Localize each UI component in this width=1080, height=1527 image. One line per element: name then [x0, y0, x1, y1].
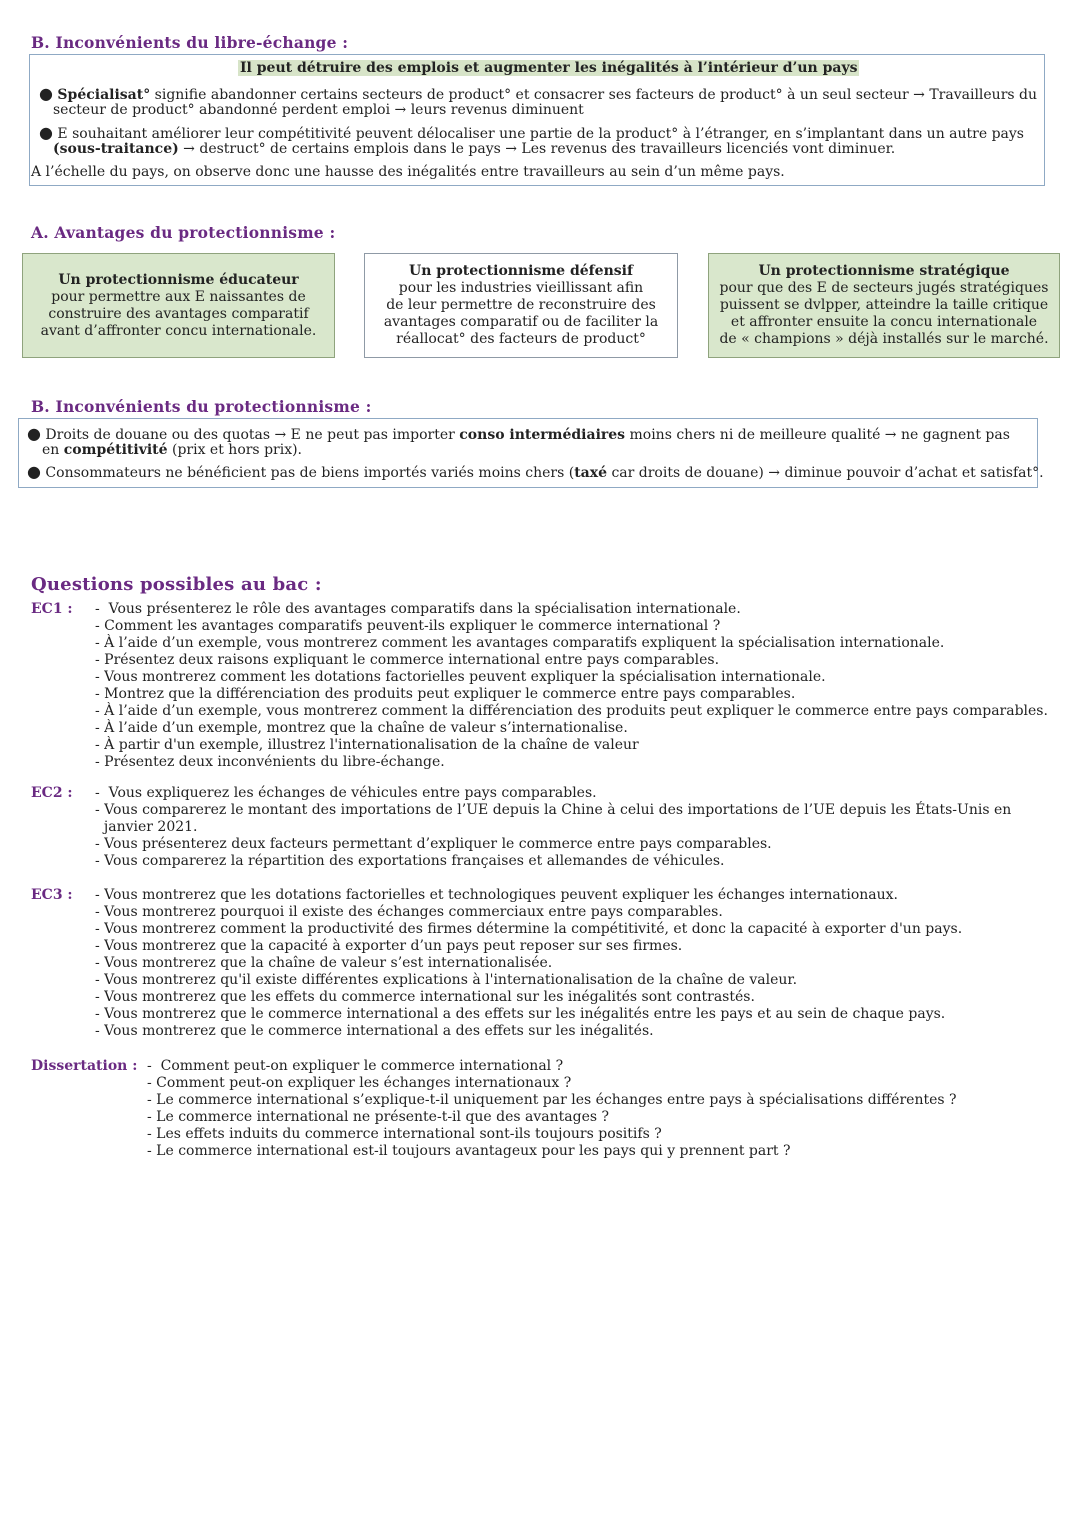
box-protectionnisme-educateur	[22, 253, 335, 358]
protection-inconv-bullet-2	[27, 463, 1044, 482]
protection-inconv-bullet-1-l2	[42, 442, 302, 459]
question-item: - Vous montrerez que les dotations factorielles et technologiques peuvent expliquer les échanges internationaux.	[95, 887, 899, 903]
question-item: - Le commerce international est-il toujours avantageux pour les pays qui y prennent part ?	[147, 1143, 791, 1159]
libre-echange-bullet-2-l2	[53, 141, 895, 158]
text: en	[42, 442, 64, 458]
bullet-icon: ●	[27, 424, 41, 443]
question-item: - Comment les avantages comparatifs peuvent-ils expliquer le commerce international ?	[95, 618, 721, 634]
highlight-text: Il peut détruire des emplois et augmenter les inégalités à l’intérieur d’un pays	[240, 60, 858, 76]
question-item: - Vous montrerez que le commerce international a des effets sur les inégalités.	[95, 1023, 654, 1039]
libre-echange-inconv-heading: B. Inconvénients du libre-échange :	[31, 33, 349, 52]
box-title: Un protectionnisme éducateur	[58, 271, 299, 288]
question-item: - Comment peut-on expliquer le commerce international ?	[147, 1058, 564, 1074]
box-line: avant d’affronter concu internationale.	[40, 322, 317, 339]
question-item: - Le commerce international s’explique-t-il uniquement par les échanges entre pays à spécialisations différentes ?	[147, 1092, 957, 1108]
box-line: construire des avantages comparatif	[48, 305, 309, 322]
box-line: de « champions » déjà installés sur le marché.	[719, 331, 1049, 347]
question-item: - Le commerce international ne présente-t-il que des avantages ?	[147, 1109, 610, 1125]
ec2-label: EC2 :	[31, 785, 73, 801]
question-item: - À l’aide d’un exemple, vous montrerez comment les avantages comparatifs expliquent la spécialisation internationale.	[95, 635, 945, 651]
question-item: - Vous montrerez que la chaîne de valeur s’est internationalisée.	[95, 955, 553, 971]
box-protectionnisme-defensif	[364, 253, 678, 358]
dissertation-label: Dissertation :	[31, 1058, 138, 1074]
question-item: - Vous montrerez que la capacité à exporter d’un pays peut reposer sur ses firmes.	[95, 938, 683, 954]
bold-term: Spécialisat°	[57, 87, 151, 103]
box-line: puissent se dvlpper, atteindre la taille critique	[719, 297, 1049, 313]
question-item: - Les effets induits du commerce international sont-ils toujours positifs ?	[147, 1126, 662, 1142]
libre-echange-bullet-1-l2: secteur de product° abandonné perdent emploi → leurs revenus diminuent	[53, 102, 584, 118]
question-item: - À l’aide d’un exemple, montrez que la chaîne de valeur s’internationalise.	[95, 720, 628, 736]
libre-echange-highlight	[238, 60, 859, 77]
question-item: - Vous montrerez que les effets du commerce international sur les inégalités sont contrastés.	[95, 989, 755, 1005]
question-item: - À partir d'un exemple, illustrez l'internationalisation de la chaîne de valeur	[95, 737, 639, 753]
bold-term: taxé	[574, 465, 607, 481]
question-item: - Vous montrerez comment la productivité des firmes détermine la compétitivité, et donc la capacité à exporter d'un pays.	[95, 921, 963, 937]
bullet-icon: ●	[27, 462, 41, 481]
protection-avantages-heading: A. Avantages du protectionnisme :	[31, 223, 336, 242]
box-protectionnisme-strategique	[708, 253, 1060, 358]
question-item: - Vous montrerez pourquoi il existe des échanges commerciaux entre pays comparables.	[95, 904, 723, 920]
bold-term: conso intermédiaires	[459, 427, 626, 443]
question-item: - Présentez deux inconvénients du libre-échange.	[95, 754, 445, 770]
box-line: avantages comparatif ou de faciliter la	[383, 314, 659, 330]
question-item: - Vous comparerez la répartition des exportations françaises et allemandes de véhicules.	[95, 853, 725, 869]
libre-echange-conclusion: A l’échelle du pays, on observe donc une hausse des inégalités entre travailleurs au sein d’un même pays.	[31, 164, 785, 180]
text: Consommateurs ne bénéficient pas de biens importés variés moins chers (	[45, 465, 575, 481]
question-item: - Vous montrerez qu'il existe différentes explications à l'internationalisation de la chaîne de valeur.	[95, 972, 798, 988]
text: moins chers ni de meilleure qualité → ne gagnent pas	[625, 427, 1010, 443]
question-item: - À l’aide d’un exemple, vous montrerez comment la différenciation des produits peut expliquer le commerce entre pays comparables.	[95, 703, 1048, 719]
bullet-icon: ●	[39, 84, 53, 103]
box-title: Un protectionnisme défensif	[409, 263, 633, 279]
question-item: janvier 2021.	[95, 819, 198, 835]
question-item: - Vous expliquerez les échanges de véhicules entre pays comparables.	[95, 785, 597, 801]
ec2-list	[95, 785, 1011, 870]
question-item: - Vous montrerez comment les dotations factorielles peuvent expliquer la spécialisation internationale.	[95, 669, 826, 685]
question-item: - Présentez deux raisons expliquant le commerce international entre pays comparables.	[95, 652, 720, 668]
bold-term: (sous-traitance)	[53, 141, 179, 157]
text: → destruct° de certains emplois dans le pays → Les revenus des travailleurs licenciés vont diminuer.	[178, 141, 896, 157]
protection-inconv-heading: B. Inconvénients du protectionnisme :	[31, 397, 372, 416]
text: (prix et hors prix).	[167, 442, 303, 458]
box-line: réallocat° des facteurs de product°	[396, 331, 646, 347]
ec3-label: EC3 :	[31, 887, 73, 903]
box-line: pour permettre aux E naissantes de	[51, 288, 306, 305]
text: Droits de douane ou des quotas → E ne peut pas importer	[45, 427, 460, 443]
ec1-list	[95, 601, 1048, 771]
box-title: Un protectionnisme stratégique	[758, 263, 1010, 279]
ec1-label: EC1 :	[31, 601, 73, 617]
dissertation-list	[147, 1058, 957, 1160]
question-item: - Vous présenterez le rôle des avantages comparatifs dans la spécialisation internationale.	[95, 601, 741, 617]
question-item: - Comment peut-on expliquer les échanges internationaux ?	[147, 1075, 572, 1091]
text: car droits de douane) → diminue pouvoir d’achat et satisfat°.	[607, 465, 1044, 481]
box-line: pour que des E de secteurs jugés stratégiques	[719, 280, 1049, 296]
question-item: - Vous présenterez deux facteurs permettant d’expliquer le commerce entre pays comparables.	[95, 836, 772, 852]
ec3-list	[95, 887, 962, 1040]
questions-heading: Questions possibles au bac :	[31, 574, 322, 595]
question-item: - Vous comparerez le montant des importations de l’UE depuis la Chine à celui des importations de l’UE depuis les États-Unis en	[95, 802, 1012, 818]
box-line: et affronter ensuite la concu internationale	[730, 314, 1038, 330]
text: E souhaitant améliorer leur compétitivité peuvent délocaliser une partie de la product° à l’étranger, en s’implantant dans un autre pays	[57, 126, 1024, 142]
bullet-icon: ●	[39, 123, 53, 142]
box-line: pour les industries vieillissant afin	[398, 280, 644, 296]
bold-term: compétitivité	[63, 442, 168, 458]
text: signifie abandonner certains secteurs de product° et consacrer ses facteurs de product° à un seul secteur → Travailleurs du	[150, 87, 1038, 103]
question-item: - Vous montrerez que le commerce international a des effets sur les inégalités entre les pays et au sein de chaque pays.	[95, 1006, 946, 1022]
box-line: de leur permettre de reconstruire des	[386, 297, 656, 313]
question-item: - Montrez que la différenciation des produits peut expliquer le commerce entre pays comparables.	[95, 686, 796, 702]
